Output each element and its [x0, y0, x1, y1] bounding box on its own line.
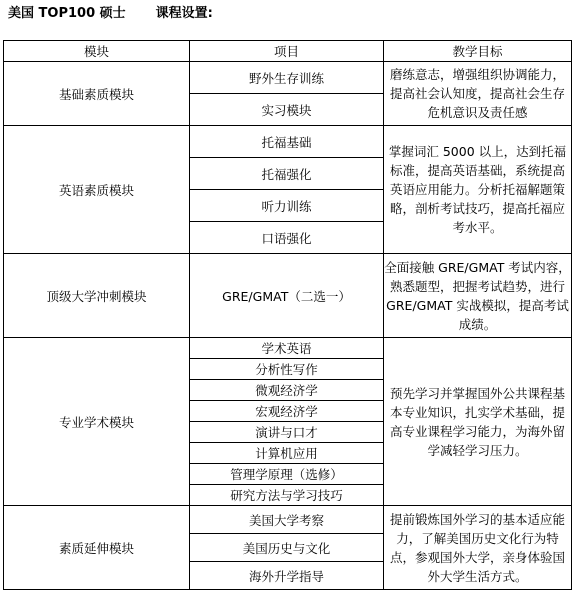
table-row — [4, 254, 572, 338]
header-module: 模块 — [4, 41, 190, 62]
item-cell: 托福基础 — [190, 126, 384, 158]
item-cell: 学术英语 — [190, 338, 384, 359]
item-cell: 演讲与口才 — [190, 422, 384, 443]
item-cell: 计算机应用 — [190, 443, 384, 464]
item-cell: 管理学原理（选修） — [190, 464, 384, 485]
module-name: 顶级大学冲刺模块 — [4, 254, 190, 338]
table-header-row — [4, 41, 572, 62]
item-cell: 微观经济学 — [190, 380, 384, 401]
page-title-sub: 课程设置: — [155, 6, 213, 21]
module-name: 基础素质模块 — [4, 62, 190, 126]
item-cell: GRE/GMAT（二选一） — [190, 254, 384, 338]
module-name: 英语素质模块 — [4, 126, 190, 254]
item-cell: 海外升学指导 — [190, 562, 384, 590]
item-cell: 美国大学考察 — [190, 506, 384, 534]
goal-cell: 全面接触 GRE/GMAT 考试内容，熟悉题型，把握考试趋势，进行 GRE/GMAT 实战模拟，提高考试成绩。 — [384, 254, 572, 338]
item-cell: 听力训练 — [190, 190, 384, 222]
page-title-main: 美国 TOP100 硕士 — [8, 6, 126, 21]
table-row — [4, 126, 572, 158]
goal-cell: 磨练意志，增强组织协调能力，提高社会认知度，提高社会生存危机意识及责任感 — [384, 62, 572, 126]
module-name: 专业学术模块 — [4, 338, 190, 506]
item-cell: 分析性写作 — [190, 359, 384, 380]
module-name: 素质延伸模块 — [4, 506, 190, 590]
item-cell: 野外生存训练 — [190, 62, 384, 94]
item-cell: 实习模块 — [190, 94, 384, 126]
goal-cell: 预先学习并掌握国外公共课程基本专业知识，扎实学术基础，提高专业课程学习能力，为海外留学减轻学习压力。 — [384, 338, 572, 506]
table-row — [4, 338, 572, 359]
item-cell: 托福强化 — [190, 158, 384, 190]
table-row — [4, 506, 572, 534]
goal-cell: 提前锻炼国外学习的基本适应能力，了解美国历史文化行为特点，参观国外大学，亲身体验国外大学生活方式。 — [384, 506, 572, 590]
table-row — [4, 62, 572, 94]
item-cell: 美国历史与文化 — [190, 534, 384, 562]
item-cell: 宏观经济学 — [190, 401, 384, 422]
header-item: 项目 — [190, 41, 384, 62]
page-title — [8, 3, 213, 25]
goal-cell: 掌握词汇 5000 以上，达到托福标准，提高英语基础，系统提高英语应用能力。分析托福解题策略，剖析考试技巧，提高托福应考水平。 — [384, 126, 572, 254]
header-goal: 教学目标 — [384, 41, 572, 62]
item-cell: 口语强化 — [190, 222, 384, 254]
course-table — [3, 40, 572, 590]
item-cell: 研究方法与学习技巧 — [190, 485, 384, 506]
